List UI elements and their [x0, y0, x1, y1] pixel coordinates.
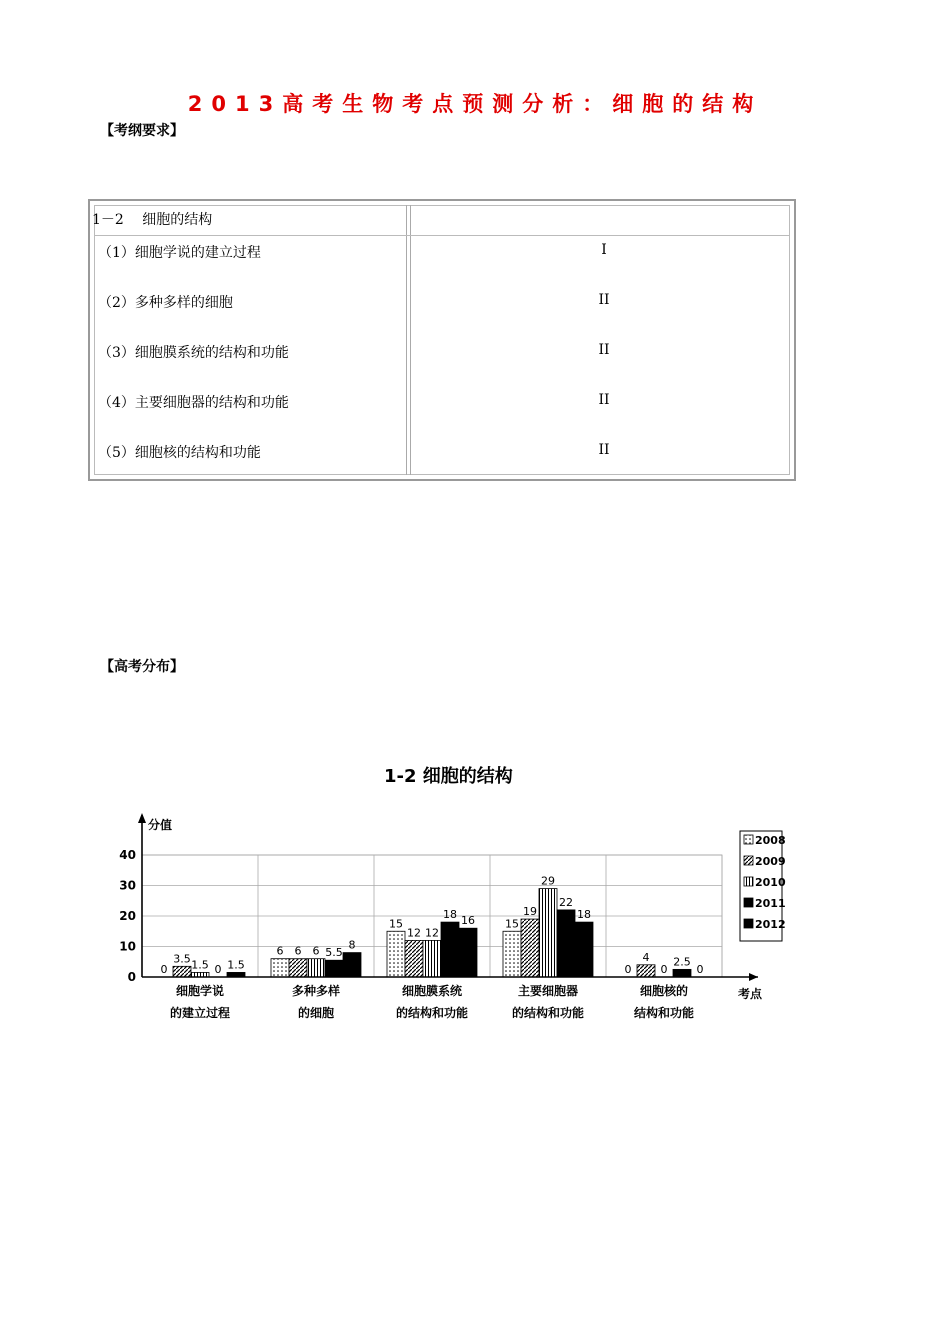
category-label: 多种多样	[291, 984, 341, 998]
legend-label: 2009	[755, 855, 786, 868]
data-label: 0	[624, 963, 632, 976]
legend-label: 2008	[755, 834, 786, 847]
table-row-level: II	[598, 342, 610, 358]
data-label: 15	[505, 917, 519, 931]
data-label: 5.5	[325, 946, 343, 960]
data-label: 12	[425, 926, 439, 940]
bar-2009	[173, 966, 191, 977]
data-label: 18	[577, 908, 591, 922]
table-row-item: （5）细胞核的结构和功能	[98, 445, 261, 461]
category-label: 的结构和功能	[511, 1006, 585, 1020]
table-row-level: II	[598, 292, 610, 308]
category-label: 的结构和功能	[395, 1006, 469, 1020]
category-label: 结构和功能	[633, 1006, 695, 1020]
table-row-item: （3）细胞膜系统的结构和功能	[98, 345, 289, 361]
bar-2008	[271, 959, 289, 977]
bar-2009	[289, 959, 307, 977]
data-label: 6	[312, 944, 320, 958]
bar-2008	[503, 931, 521, 977]
table-row-level: II	[598, 442, 610, 458]
bar-2011	[441, 922, 459, 977]
category-label: 主要细胞器	[517, 984, 579, 998]
y-tick-label: 40	[119, 848, 136, 862]
table-row-level: II	[598, 392, 610, 408]
data-label: 22	[559, 895, 573, 909]
x-axis-arrow	[749, 973, 758, 981]
y-tick-label: 20	[119, 909, 136, 923]
requirements-table	[88, 199, 796, 481]
bar-2011	[557, 910, 575, 977]
data-label: 16	[461, 914, 475, 928]
data-label: 0	[660, 963, 668, 976]
data-label: 6	[294, 944, 302, 958]
data-label: 15	[389, 917, 403, 931]
table-header: 1－2 细胞的结构	[92, 212, 213, 228]
page-title: 2013高考生物考点预测分析：细胞的结构	[187, 92, 763, 116]
category-label: 的建立过程	[169, 1006, 231, 1020]
bar-2009	[637, 965, 655, 977]
bar-2012	[575, 922, 593, 977]
category-label: 细胞膜系统	[401, 984, 463, 998]
section-heading-requirements: 【考纲要求】	[100, 123, 184, 139]
data-label: 18	[443, 908, 457, 922]
data-label: 0	[160, 963, 168, 976]
legend-swatch-2009	[744, 856, 753, 865]
data-label: 12	[407, 926, 421, 940]
table-row-item: （1）细胞学说的建立过程	[98, 245, 261, 261]
data-label: 2.5	[673, 955, 691, 969]
bar-2010	[307, 959, 325, 977]
data-label: 29	[541, 874, 555, 888]
bar-chart	[100, 805, 800, 1035]
data-label: 3.5	[173, 952, 191, 966]
category-label: 的细胞	[297, 1006, 335, 1020]
legend-label: 2010	[755, 876, 786, 889]
bar-2012	[343, 953, 361, 977]
section-heading-distribution: 【高考分布】	[100, 659, 184, 675]
y-tick-label: 0	[127, 970, 136, 984]
data-label: 0	[696, 963, 704, 976]
y-axis-arrow	[138, 813, 146, 823]
x-axis-label: 考点	[737, 987, 763, 1001]
bar-2010	[423, 940, 441, 977]
bar-2011	[325, 960, 343, 977]
category-label: 细胞学说	[175, 984, 225, 998]
data-label: 8	[348, 938, 356, 952]
legend-label: 2011	[755, 897, 786, 910]
bar-2009	[405, 940, 423, 977]
data-label: 1.5	[227, 958, 245, 972]
y-tick-label: 30	[119, 878, 136, 893]
legend-swatch-2010	[744, 877, 753, 886]
bar-2012	[459, 928, 477, 977]
category-label: 细胞核的	[639, 984, 689, 998]
table-row-item: （2）多种多样的细胞	[98, 295, 233, 311]
table-row-item: （4）主要细胞器的结构和功能	[98, 395, 289, 411]
legend-swatch-2012	[744, 919, 753, 928]
data-label: 19	[523, 905, 537, 919]
data-label: 6	[276, 944, 284, 958]
legend-swatch-2008	[744, 835, 753, 844]
table-column-divider	[406, 205, 411, 475]
table-header-divider	[94, 235, 790, 236]
chart-title: 1-2 细胞的结构	[384, 766, 513, 787]
data-label: 1.5	[191, 958, 209, 972]
bar-2010	[539, 889, 557, 977]
legend-swatch-2011	[744, 898, 753, 907]
bar-2008	[387, 931, 405, 977]
legend-label: 2012	[755, 918, 786, 931]
y-axis-label: 分值	[148, 818, 173, 832]
y-tick-label: 10	[119, 939, 136, 954]
data-label: 0	[214, 963, 222, 976]
table-row-level: I	[601, 242, 607, 258]
bar-2011	[673, 969, 691, 977]
bar-2009	[521, 919, 539, 977]
data-label: 4	[642, 950, 650, 964]
